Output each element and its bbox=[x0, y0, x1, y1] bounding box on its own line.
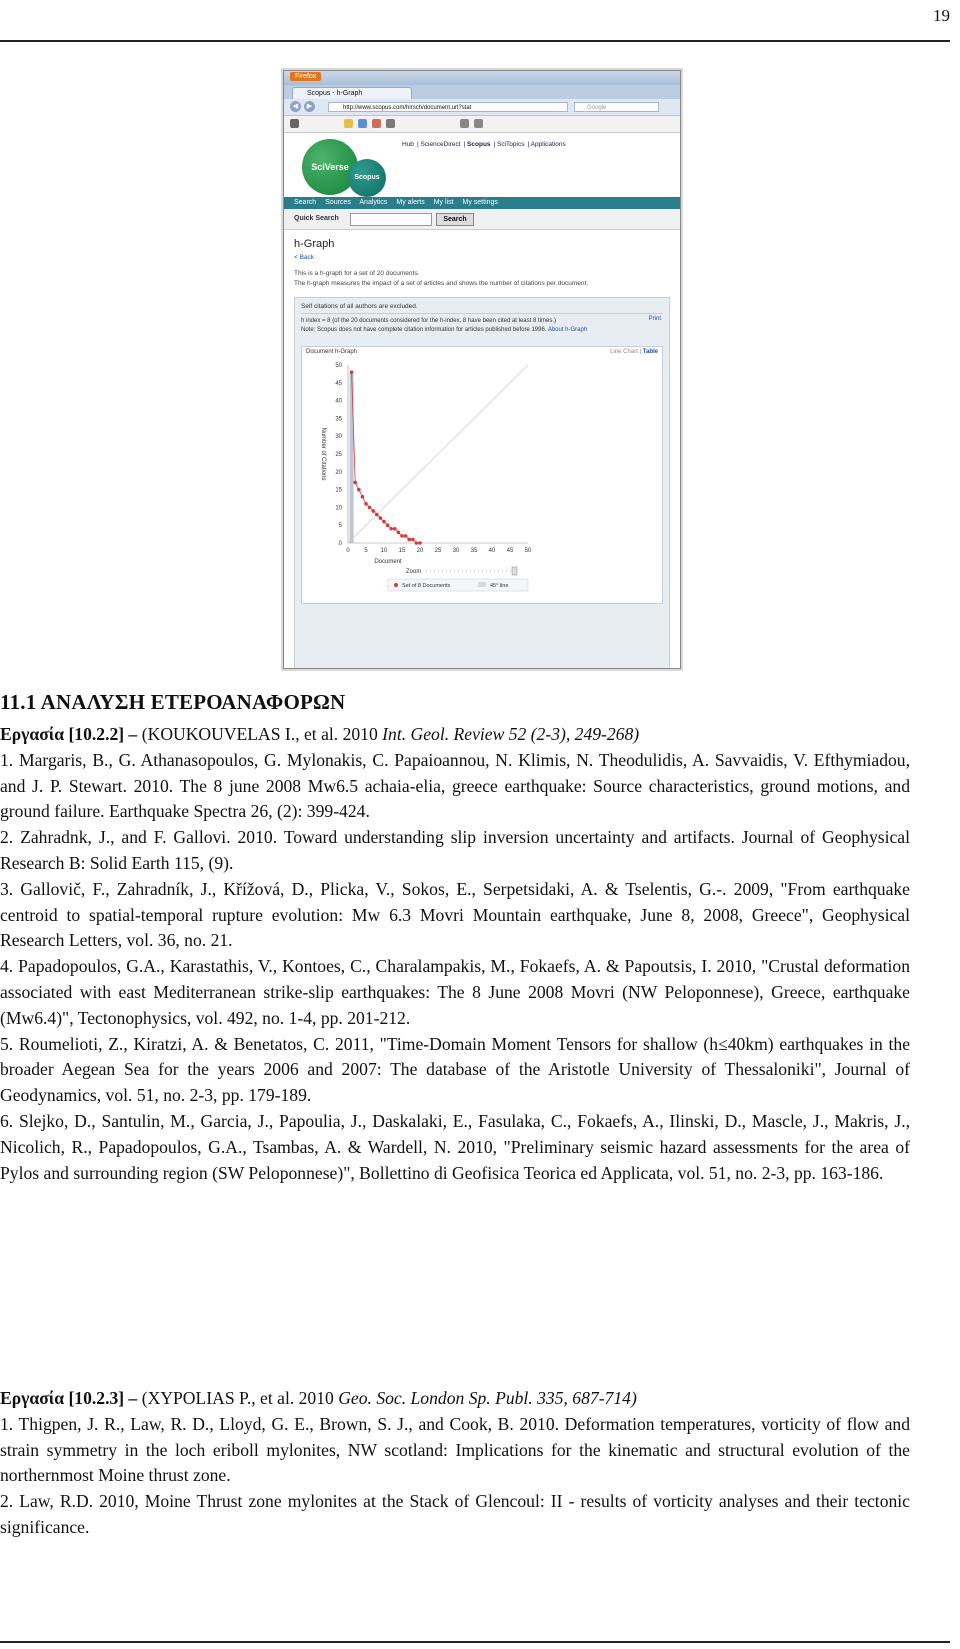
data-point bbox=[400, 534, 404, 538]
menu-my-settings[interactable]: My settings bbox=[462, 199, 498, 206]
quick-search-row bbox=[284, 209, 680, 230]
data-point bbox=[382, 520, 386, 524]
zoom-label: Zoom bbox=[406, 569, 422, 575]
reference-item: 3. Gallovič, F., Zahradník, J., Křížová, D., Plicka, V., Sokos, E., Serpetsidaki, A. & Tselentis, G.-. 2009, "From earthquake centroid to spatial-temporal rupture evolution: Mw 6.3 Movri Mountain earthquake, June 8, 2008, Greece", Geophysical Research Letters, vol. 36, no. 21. bbox=[0, 878, 910, 951]
quick-search-input[interactable] bbox=[350, 213, 432, 226]
reference-item: 5. Roumelioti, Z., Kiratzi, A. & Benetatos, C. 2011, "Time-Domain Moment Tensors for shallow (h≤40km) earthquakes in the broader Aegean Sea for the years 2006 and 2007: The database of the Aristotle University of Thessaloniki", Journal of Geodynamics, vol. 51, no. 2-3, pp. 179-189. bbox=[0, 1033, 910, 1106]
toolbar-icon[interactable] bbox=[386, 119, 395, 128]
chart-box bbox=[301, 346, 663, 604]
browser-toolbar bbox=[284, 116, 680, 133]
browser-tab-row bbox=[284, 85, 680, 99]
zoom-handle bbox=[512, 567, 517, 575]
legend-marker-line bbox=[478, 582, 486, 587]
note-row bbox=[301, 326, 663, 335]
series-line bbox=[352, 372, 420, 543]
x-tick-label: 45 bbox=[506, 548, 514, 554]
toolbar-icon[interactable] bbox=[290, 119, 299, 128]
table-tab[interactable]: Table bbox=[642, 349, 658, 355]
top-link-scopus[interactable]: Scopus bbox=[467, 141, 491, 148]
intro-line: This is a h-graph for a set of 20 documents. bbox=[294, 270, 420, 277]
reference-item: 1. Margaris, B., G. Athanasopoulos, G. Mylonakis, C. Papaioannou, N. Klimis, N. Theodulidis, A. Savvaidis, V. Efthymiadou, and J. P. Stewart. 2010. The 8 june 2008 Mw6.5 achaia-elia, greece earthquake: Source characteristics, ground motions, and ground failure. Earthquake Spectra 26, (2): 399-424. bbox=[0, 749, 910, 822]
y-tick-label: 50 bbox=[335, 363, 342, 369]
x-axis-label: Document bbox=[374, 559, 402, 565]
y-tick-label: 15 bbox=[335, 487, 342, 494]
reference-item: 2. Law, R.D. 2010, Moine Thrust zone mylonites at the Stack of Glencoul: II - results of vorticity analyses and their tectonic significance. bbox=[0, 1491, 910, 1537]
hgraph-page-title: h-Graph bbox=[294, 238, 335, 250]
work-citation: (XYPOLIAS P., et al. 2010 bbox=[141, 1388, 339, 1408]
data-point bbox=[393, 527, 397, 531]
print-link[interactable]: Print bbox=[648, 316, 661, 322]
section-heading: 11.1 ΑΝΑΛΥΣΗ ΕΤΕΡΟΑΝΑΦΟΡΩΝ bbox=[0, 690, 346, 714]
hgraph-chart bbox=[302, 357, 644, 601]
line-chart-tab[interactable]: Line Chart bbox=[610, 349, 638, 355]
x-tick-label: 5 bbox=[364, 548, 368, 554]
data-point bbox=[350, 370, 354, 374]
page-number: 19 bbox=[933, 6, 950, 25]
reference-item: 4. Papadopoulos, G.A., Karastathis, V., Kontoes, C., Charalampakis, M., Fokaefs, A. & Papoutsis, I. 2010, "Crustal deformation associated with east Mediterranean strike-slip earthquakes: The 8 June 2008 Movri (NW Peloponnese), Greece, earthquake (Mw6.4)", Tectonophysics, vol. 492, no. 1-4, pp. 201-212. bbox=[0, 956, 910, 1028]
y-tick-label: 20 bbox=[335, 469, 342, 476]
top-link-applications[interactable]: Applications bbox=[530, 141, 566, 148]
hgraph-panel bbox=[294, 297, 670, 669]
data-point bbox=[389, 527, 393, 531]
toolbar-icon[interactable] bbox=[460, 119, 469, 128]
work-dash: – bbox=[124, 1388, 142, 1408]
data-point bbox=[407, 538, 411, 542]
x-tick-label: 10 bbox=[380, 548, 388, 554]
about-hgraph-link[interactable]: About h-Graph bbox=[547, 327, 588, 333]
y-tick-label: 30 bbox=[335, 434, 342, 441]
work-heading bbox=[0, 722, 910, 748]
x-tick-label: 20 bbox=[416, 548, 424, 554]
h-index-line: h index = 8 (of the 20 documents considered for the h-index, 8 have been cited at least 8 times.) bbox=[301, 318, 556, 324]
data-point bbox=[411, 538, 415, 542]
legend-line-label: 45° line bbox=[490, 583, 509, 589]
back-arrow-icon[interactable]: ◀ bbox=[290, 101, 301, 112]
intro-line: The h-graph measures the impact of a set of articles and shows the number of citations per document. bbox=[294, 280, 589, 287]
work-citation: (KOUKOUVELAS I., et al. 2010 bbox=[141, 724, 383, 744]
work-citation-journal: Geo. Soc. London Sp. Publ. 335, 687-714) bbox=[338, 1388, 637, 1408]
x-tick-label: 30 bbox=[452, 548, 460, 554]
work-citation-journal: Int. Geol. Review 52 (2-3), 249-268) bbox=[382, 724, 640, 744]
reference-item: 2. Zahradnk, J., and F. Gallovi. 2010. Toward understanding slip inversion uncertainty and artifacts. Journal of Geophysical Research B: Solid Earth 115, (9). bbox=[0, 827, 910, 873]
forty-five-degree-line bbox=[348, 365, 528, 543]
work-label: Εργασία [10.2.2] bbox=[0, 724, 125, 744]
browser-nav-row bbox=[284, 99, 680, 116]
chart-tabs: Line Chart | Table bbox=[610, 349, 658, 355]
data-point bbox=[404, 534, 408, 538]
y-tick-label: 10 bbox=[335, 505, 342, 512]
data-point bbox=[418, 541, 422, 545]
footer-rule bbox=[0, 1641, 950, 1643]
menu-my-alerts[interactable]: My alerts bbox=[396, 199, 425, 206]
scopus-header bbox=[284, 133, 680, 197]
data-point bbox=[371, 509, 375, 513]
firefox-menu-button[interactable]: Firefox bbox=[290, 72, 321, 81]
x-tick-label: 0 bbox=[346, 548, 350, 554]
y-axis-label: Number of Citations bbox=[320, 427, 326, 481]
work-heading bbox=[0, 1386, 910, 1412]
toolbar-icon[interactable] bbox=[344, 119, 353, 128]
reference-item: 1. Thigpen, J. R., Law, R. D., Lloyd, G. E., Brown, S. J., and Cook, B. 2010. Deformation temperatures, vorticity of flow and strain symmetry in the loch eriboll mylonites, NW scotland: Implications for the kinematic and structural evolution of the northernmost Moine thrust zone. bbox=[0, 1413, 910, 1486]
forward-arrow-icon[interactable]: ▶ bbox=[304, 101, 315, 112]
browser-tab[interactable]: Scopus - h-Graph bbox=[292, 87, 412, 99]
browser-search-input[interactable]: Google bbox=[574, 102, 659, 112]
embedded-screenshot bbox=[283, 70, 681, 669]
legend-marker-series bbox=[394, 583, 398, 587]
x-tick-label: 35 bbox=[470, 548, 478, 554]
x-tick-label: 25 bbox=[434, 548, 442, 554]
back-link[interactable]: < Back bbox=[294, 254, 315, 261]
quick-search-label: Quick Search bbox=[294, 215, 339, 222]
work-label: Εργασία [10.2.3] bbox=[0, 1388, 125, 1408]
data-point bbox=[368, 506, 372, 510]
work-block-2 bbox=[0, 1386, 910, 1541]
x-tick-label: 50 bbox=[524, 548, 532, 554]
sciverse-logo[interactable]: SciVerse bbox=[302, 139, 358, 195]
header-rule bbox=[0, 40, 950, 42]
menu-sources[interactable]: Sources bbox=[325, 199, 351, 206]
y-tick-label: 5 bbox=[338, 523, 342, 530]
work-dash: – bbox=[124, 724, 142, 744]
top-link-scitopics[interactable]: SciTopics bbox=[497, 141, 525, 148]
data-point bbox=[379, 516, 383, 520]
hgraph-content bbox=[284, 230, 680, 669]
menu-search[interactable]: Search bbox=[294, 199, 317, 206]
scopus-menu-bar bbox=[284, 197, 680, 209]
y-tick-label: 35 bbox=[335, 416, 342, 423]
data-point bbox=[364, 502, 368, 506]
data-point bbox=[375, 513, 379, 517]
chart-header: Document h-Graph bbox=[306, 349, 358, 355]
toolbar-icon[interactable] bbox=[372, 119, 381, 128]
address-bar[interactable]: http://www.scopus.com/hirsch/document.url?stat bbox=[328, 102, 568, 112]
top-links: Hub | ScienceDirect | Scopus | SciTopics | Applications bbox=[402, 141, 566, 148]
x-tick-label: 40 bbox=[488, 548, 496, 554]
toolbar-icon[interactable] bbox=[358, 119, 367, 128]
top-link-sciencedirect[interactable]: ScienceDirect bbox=[420, 141, 461, 148]
note-line: Note: Scopus does not have complete citation information for articles published before 1996. bbox=[301, 327, 547, 333]
work-block-1 bbox=[0, 722, 910, 1186]
h-index-bar bbox=[350, 372, 354, 543]
top-link-hub[interactable]: Hub bbox=[402, 141, 414, 148]
y-tick-label: 45 bbox=[335, 380, 342, 387]
self-citation-note: Self citations of all authors are excluded. bbox=[301, 302, 663, 314]
x-tick-label: 15 bbox=[398, 548, 406, 554]
quick-search-button[interactable]: Search bbox=[436, 213, 474, 226]
data-point bbox=[397, 531, 401, 535]
data-point bbox=[386, 523, 390, 527]
y-tick-label: 0 bbox=[338, 541, 342, 547]
menu-analytics[interactable]: Analytics bbox=[359, 199, 388, 206]
toolbar-icon[interactable] bbox=[474, 119, 483, 128]
data-point bbox=[361, 495, 365, 499]
data-point bbox=[357, 488, 361, 492]
browser-title-bar bbox=[284, 71, 680, 85]
legend-series-label: Set of 8 Documents bbox=[402, 583, 451, 589]
reference-item: 6. Slejko, D., Santulin, M., Garcia, J., Papoulia, J., Daskalaki, E., Fasulaka, C., Fokaefs, A., Ilinski, D., Mascle, J., Makris, J., Nicolich, R., Papadopoulos, G.A., Tsambas, A. & Wardell, N. 2010, "Preliminary seismic hazard assessments for the area of Pylos and surrounding region (SW Peloponnese)", Bollettino di Geofisica Teorica ed Applicata, vol. 51, no. 2-3, pp. 163-186. bbox=[0, 1110, 910, 1183]
data-point bbox=[415, 541, 419, 545]
scopus-logo[interactable]: Scopus bbox=[348, 159, 386, 197]
data-point bbox=[353, 481, 357, 485]
y-tick-label: 25 bbox=[335, 452, 342, 458]
menu-my-list[interactable]: My list bbox=[433, 199, 454, 206]
y-tick-label: 40 bbox=[335, 398, 342, 405]
